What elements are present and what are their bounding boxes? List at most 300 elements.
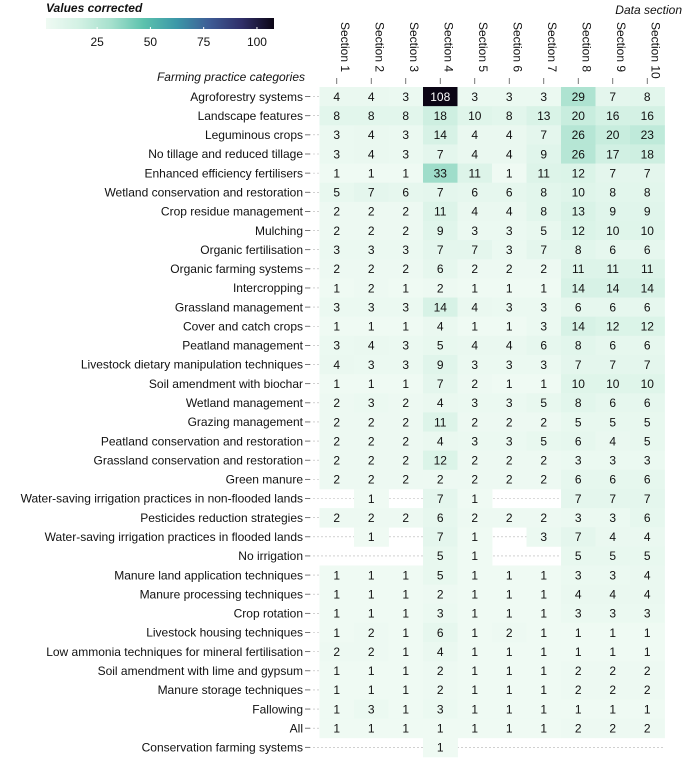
cell-value-label: 1 bbox=[402, 625, 410, 640]
cell-value-label: 8 bbox=[540, 185, 548, 200]
cell-value-label: 108 bbox=[430, 89, 451, 104]
column-label: Section 5 bbox=[475, 22, 490, 73]
cell-value-label: 7 bbox=[609, 491, 617, 506]
cell-value-label: 13 bbox=[571, 204, 585, 219]
cell-value-label: 6 bbox=[574, 434, 582, 449]
cell-value-label: 1 bbox=[471, 319, 479, 334]
cell-value-label: 18 bbox=[640, 147, 654, 162]
cell-value-label: 3 bbox=[505, 434, 513, 449]
cell-value-label: 4 bbox=[609, 434, 617, 449]
row-label: Fallowing bbox=[252, 702, 303, 717]
cell-value-label: 2 bbox=[333, 434, 341, 449]
row-label: Conservation farming systems bbox=[141, 740, 303, 755]
cell-value-label: 33 bbox=[433, 166, 447, 181]
cell-value-label: 6 bbox=[643, 396, 651, 411]
cell-value-label: 1 bbox=[609, 702, 617, 717]
cell-value-label: 3 bbox=[402, 300, 410, 315]
cell-value-label: 1 bbox=[402, 683, 410, 698]
cell-value-label: 5 bbox=[643, 549, 651, 564]
cell-value-label: 2 bbox=[333, 223, 341, 238]
cell-value-label: 2 bbox=[402, 472, 410, 487]
cell-value-label: 1 bbox=[505, 664, 513, 679]
cell-value-label: 2 bbox=[333, 396, 341, 411]
column-label: Section 7 bbox=[544, 22, 559, 73]
cell-value-label: 4 bbox=[505, 147, 513, 162]
cell-value-label: 3 bbox=[540, 319, 548, 334]
cell-value-label: 12 bbox=[640, 319, 654, 334]
cell-value-label: 2 bbox=[333, 644, 341, 659]
cell-value-label: 1 bbox=[333, 319, 341, 334]
cell-value-label: 1 bbox=[436, 721, 444, 736]
cell-value-label: 2 bbox=[643, 683, 651, 698]
cell-value-label: 8 bbox=[367, 109, 375, 124]
cell-value-label: 1 bbox=[402, 721, 410, 736]
cell-value-label: 1 bbox=[505, 568, 513, 583]
legend-tick-label: 25 bbox=[90, 35, 104, 49]
cell-value-label: 14 bbox=[571, 319, 585, 334]
cell-value-label: 1 bbox=[333, 683, 341, 698]
cell-value-label: 2 bbox=[471, 262, 479, 277]
cell-value-label: 4 bbox=[643, 568, 651, 583]
cell-value-label: 7 bbox=[643, 357, 651, 372]
cell-value-label: 2 bbox=[402, 453, 410, 468]
cell-value-label: 1 bbox=[402, 702, 410, 717]
cell-value-label: 2 bbox=[367, 644, 375, 659]
cell-value-label: 2 bbox=[574, 683, 582, 698]
cell-value-label: 4 bbox=[471, 128, 479, 143]
cell-value-label: 2 bbox=[333, 472, 341, 487]
cell-value-label: 5 bbox=[540, 434, 548, 449]
legend-tick-label: 50 bbox=[143, 35, 158, 49]
cell-value-label: 6 bbox=[540, 338, 548, 353]
cell-value-label: 1 bbox=[540, 644, 548, 659]
row-label: Manure land application techniques bbox=[114, 568, 303, 583]
cell-value-label: 2 bbox=[436, 587, 444, 602]
cell-value-label: 3 bbox=[367, 702, 375, 717]
cell-value-label: 8 bbox=[402, 109, 410, 124]
cell-value-label: 7 bbox=[471, 242, 479, 257]
cell-value-label: 3 bbox=[540, 357, 548, 372]
cell-value-label: 2 bbox=[540, 415, 548, 430]
cell-value-label: 2 bbox=[367, 262, 375, 277]
cell-value-label: 1 bbox=[471, 683, 479, 698]
cell-value-label: 6 bbox=[574, 472, 582, 487]
column-label: Section 9 bbox=[613, 22, 628, 73]
cell-value-label: 29 bbox=[571, 89, 585, 104]
cell-value-label: 4 bbox=[643, 587, 651, 602]
cell-value-label: 1 bbox=[471, 606, 479, 621]
cell-value-label: 1 bbox=[333, 721, 341, 736]
cell-value-label: 2 bbox=[505, 415, 513, 430]
cell-value-label: 6 bbox=[436, 510, 444, 525]
cell-value-label: 2 bbox=[471, 510, 479, 525]
cell-value-label: 1 bbox=[367, 683, 375, 698]
cell-value-label: 2 bbox=[505, 625, 513, 640]
column-label: Section 2 bbox=[372, 22, 387, 73]
cell-value-label: 6 bbox=[609, 242, 617, 257]
cell-value-label: 7 bbox=[609, 89, 617, 104]
cell-value-label: 2 bbox=[471, 453, 479, 468]
legend-ticks bbox=[90, 27, 267, 49]
cell-value-label: 9 bbox=[609, 204, 617, 219]
cell-value-label: 3 bbox=[367, 396, 375, 411]
cell-value-label: 2 bbox=[367, 204, 375, 219]
column-label: Section 1 bbox=[337, 22, 352, 73]
cell-value-label: 14 bbox=[571, 281, 585, 296]
cell-value-label: 3 bbox=[436, 606, 444, 621]
cell-value-label: 5 bbox=[609, 549, 617, 564]
cell-value-label: 1 bbox=[505, 606, 513, 621]
cell-value-label: 1 bbox=[402, 664, 410, 679]
cell-value-label: 3 bbox=[367, 242, 375, 257]
cell-value-label: 1 bbox=[540, 606, 548, 621]
row-label: Pesticides reduction strategies bbox=[140, 510, 303, 525]
cell-value-label: 1 bbox=[402, 166, 410, 181]
cell-value-label: 1 bbox=[333, 606, 341, 621]
column-label: Section 8 bbox=[579, 22, 594, 73]
cell-value-label: 5 bbox=[574, 549, 582, 564]
cell-value-label: 6 bbox=[609, 300, 617, 315]
cell-value-label: 6 bbox=[643, 300, 651, 315]
cell-value-label: 2 bbox=[540, 472, 548, 487]
cell-value-label: 7 bbox=[574, 491, 582, 506]
cell-value-label: 3 bbox=[471, 434, 479, 449]
cell-value-label: 2 bbox=[367, 510, 375, 525]
cell-value-label: 8 bbox=[643, 89, 651, 104]
cell-value-label: 1 bbox=[574, 644, 582, 659]
cell-value-label: 1 bbox=[367, 587, 375, 602]
cell-value-label: 1 bbox=[643, 644, 651, 659]
cell-value-label: 4 bbox=[643, 530, 651, 545]
row-label: Wetland conservation and restoration bbox=[104, 185, 303, 200]
row-label: Agroforestry systems bbox=[190, 89, 303, 104]
cell-value-label: 4 bbox=[609, 530, 617, 545]
cell-value-label: 1 bbox=[367, 721, 375, 736]
cell-value-label: 5 bbox=[540, 396, 548, 411]
cell-value-label: 1 bbox=[471, 625, 479, 640]
cell-value-label: 1 bbox=[471, 721, 479, 736]
cell-value-label: 3 bbox=[505, 357, 513, 372]
cell-value-label: 3 bbox=[505, 89, 513, 104]
row-label: Intercropping bbox=[232, 281, 303, 296]
row-label: Crop residue management bbox=[160, 204, 303, 219]
cell-value-label: 2 bbox=[402, 396, 410, 411]
cell-value-label: 3 bbox=[402, 147, 410, 162]
cell-value-label: 11 bbox=[434, 415, 447, 430]
cell-value-label: 3 bbox=[540, 89, 548, 104]
cell-value-label: 3 bbox=[333, 242, 341, 257]
cell-value-label: 7 bbox=[574, 530, 582, 545]
cell-value-label: 4 bbox=[367, 89, 375, 104]
cell-value-label: 3 bbox=[540, 530, 548, 545]
cell-value-label: 17 bbox=[606, 147, 620, 162]
row-label: Leguminous crops bbox=[204, 128, 303, 143]
cell-value-label: 2 bbox=[643, 664, 651, 679]
cell-value-label: 3 bbox=[609, 568, 617, 583]
cell-value-label: 3 bbox=[367, 357, 375, 372]
cell-value-label: 1 bbox=[471, 644, 479, 659]
cell-value-label: 9 bbox=[436, 357, 444, 372]
cell-value-label: 1 bbox=[333, 702, 341, 717]
cell-value-label: 3 bbox=[402, 338, 410, 353]
cell-value-label: 1 bbox=[505, 721, 513, 736]
cell-value-label: 3 bbox=[436, 702, 444, 717]
cell-value-label: 1 bbox=[505, 702, 513, 717]
cell-value-label: 6 bbox=[609, 338, 617, 353]
cell-value-label: 7 bbox=[609, 166, 617, 181]
cell-value-label: 6 bbox=[574, 300, 582, 315]
cell-value-label: 11 bbox=[606, 262, 619, 277]
cell-value-label: 2 bbox=[505, 472, 513, 487]
cell-value-label: 1 bbox=[505, 683, 513, 698]
cell-value-label: 1 bbox=[367, 319, 375, 334]
cell-value-label: 1 bbox=[333, 664, 341, 679]
cell-value-label: 3 bbox=[471, 396, 479, 411]
column-label: Section 6 bbox=[510, 22, 525, 73]
legend-color-bar bbox=[46, 18, 274, 29]
cell-value-label: 2 bbox=[505, 453, 513, 468]
cell-value-label: 7 bbox=[436, 242, 444, 257]
cell-value-label: 4 bbox=[436, 644, 444, 659]
cell-value-label: 3 bbox=[643, 606, 651, 621]
cell-value-label: 1 bbox=[505, 587, 513, 602]
cell-value-label: 4 bbox=[367, 128, 375, 143]
cell-value-label: 7 bbox=[643, 491, 651, 506]
cell-value-label: 4 bbox=[333, 357, 341, 372]
cell-value-label: 2 bbox=[402, 510, 410, 525]
cell-value-label: 2 bbox=[505, 510, 513, 525]
cell-value-label: 9 bbox=[540, 147, 548, 162]
cell-value-label: 4 bbox=[505, 128, 513, 143]
cell-value-label: 3 bbox=[609, 453, 617, 468]
cell-value-label: 1 bbox=[505, 644, 513, 659]
cell-value-label: 1 bbox=[471, 702, 479, 717]
cell-value-label: 1 bbox=[333, 568, 341, 583]
row-label: Green manure bbox=[225, 472, 303, 487]
cell-value-label: 4 bbox=[471, 300, 479, 315]
cell-value-label: 3 bbox=[574, 606, 582, 621]
cell-value-label: 26 bbox=[571, 128, 585, 143]
cell-value-label: 3 bbox=[333, 338, 341, 353]
cell-value-label: 3 bbox=[505, 300, 513, 315]
cell-value-label: 1 bbox=[402, 644, 410, 659]
row-label: Water-saving irrigation practices in non-flooded lands bbox=[20, 491, 303, 506]
cell-value-label: 1 bbox=[333, 281, 341, 296]
column-label: Section 3 bbox=[406, 22, 421, 73]
cell-value-label: 1 bbox=[367, 530, 375, 545]
legend-title: Values corrected bbox=[46, 1, 143, 15]
row-label: Manure processing techniques bbox=[139, 587, 303, 602]
cell-value-label: 4 bbox=[367, 338, 375, 353]
y-axis-title: Farming practice categories bbox=[156, 70, 305, 84]
cell-value-label: 1 bbox=[471, 281, 479, 296]
cell-value-label: 6 bbox=[643, 472, 651, 487]
cell-value-label: 11 bbox=[641, 262, 654, 277]
cell-value-label: 3 bbox=[333, 147, 341, 162]
cell-value-label: 7 bbox=[436, 491, 444, 506]
cell-value-label: 1 bbox=[471, 549, 479, 564]
row-label: Grassland conservation and restoration bbox=[93, 453, 303, 468]
cell-value-label: 1 bbox=[505, 376, 513, 391]
cell-value-label: 12 bbox=[606, 319, 620, 334]
cell-value-label: 3 bbox=[333, 300, 341, 315]
cell-value-label: 4 bbox=[367, 147, 375, 162]
cell-value-label: 3 bbox=[574, 568, 582, 583]
cell-value-label: 6 bbox=[609, 472, 617, 487]
cell-value-label: 1 bbox=[574, 702, 582, 717]
cell-value-label: 1 bbox=[540, 683, 548, 698]
cell-value-label: 8 bbox=[540, 204, 548, 219]
cell-value-label: 3 bbox=[471, 357, 479, 372]
cell-value-label: 5 bbox=[333, 185, 341, 200]
cell-value-label: 4 bbox=[574, 587, 582, 602]
legend-tick-label: 75 bbox=[197, 35, 211, 49]
cell-value-label: 2 bbox=[333, 204, 341, 219]
cell-value-label: 10 bbox=[640, 223, 654, 238]
cell-value-label: 20 bbox=[606, 128, 620, 143]
cell-value-label: 6 bbox=[643, 338, 651, 353]
cell-value-label: 6 bbox=[436, 262, 444, 277]
cell-value-label: 11 bbox=[434, 204, 447, 219]
cell-value-label: 5 bbox=[436, 568, 444, 583]
legend-tick-label: 100 bbox=[246, 35, 267, 49]
cell-value-label: 4 bbox=[471, 147, 479, 162]
cell-value-label: 7 bbox=[436, 376, 444, 391]
cell-value-label: 1 bbox=[471, 664, 479, 679]
cell-value-label: 6 bbox=[402, 185, 410, 200]
cell-value-label: 1 bbox=[505, 281, 513, 296]
cell-value-label: 1 bbox=[540, 721, 548, 736]
row-label: Crop rotation bbox=[233, 606, 303, 621]
cell-value-label: 7 bbox=[643, 166, 651, 181]
cell-value-label: 3 bbox=[367, 300, 375, 315]
cell-value-label: 12 bbox=[433, 453, 447, 468]
cell-value-label: 7 bbox=[574, 357, 582, 372]
cell-value-label: 1 bbox=[333, 625, 341, 640]
cell-value-label: 2 bbox=[540, 453, 548, 468]
cell-value-label: 12 bbox=[571, 223, 585, 238]
cell-value-label: 3 bbox=[574, 510, 582, 525]
row-label: Grazing management bbox=[187, 415, 303, 430]
row-label: Landscape features bbox=[197, 108, 303, 123]
cell-value-label: 2 bbox=[367, 223, 375, 238]
cell-value-label: 3 bbox=[609, 606, 617, 621]
row-label: No tillage and reduced tillage bbox=[148, 147, 303, 162]
cell-value-label: 3 bbox=[540, 300, 548, 315]
cell-value-label: 3 bbox=[402, 242, 410, 257]
cell-value-label: 1 bbox=[367, 568, 375, 583]
cell-value-label: 7 bbox=[609, 357, 617, 372]
cell-value-label: 7 bbox=[436, 185, 444, 200]
cell-value-label: 2 bbox=[436, 664, 444, 679]
cell-value-label: 1 bbox=[333, 376, 341, 391]
cell-value-label: 8 bbox=[574, 338, 582, 353]
cell-value-label: 1 bbox=[436, 740, 444, 755]
cell-value-label: 1 bbox=[471, 491, 479, 506]
cell-value-label: 1 bbox=[402, 606, 410, 621]
cell-value-label: 1 bbox=[367, 376, 375, 391]
cell-value-label: 2 bbox=[540, 510, 548, 525]
heatmap-cells bbox=[320, 87, 665, 757]
row-label: Soil amendment with biochar bbox=[148, 376, 303, 391]
cell-value-label: 3 bbox=[471, 223, 479, 238]
cell-value-label: 12 bbox=[571, 166, 585, 181]
column-label: Section 10 bbox=[648, 22, 663, 79]
cell-value-label: 2 bbox=[436, 281, 444, 296]
cell-value-label: 3 bbox=[471, 89, 479, 104]
row-label: Organic fertilisation bbox=[200, 242, 303, 257]
cell-value-label: 1 bbox=[540, 664, 548, 679]
row-label: Low ammonia techniques for mineral fertilisation bbox=[46, 644, 303, 659]
cell-value-label: 1 bbox=[505, 319, 513, 334]
cell-value-label: 1 bbox=[367, 491, 375, 506]
cell-value-label: 5 bbox=[643, 434, 651, 449]
cell-value-label: 1 bbox=[402, 376, 410, 391]
cell-value-label: 2 bbox=[436, 472, 444, 487]
column-label: Section 4 bbox=[441, 22, 456, 73]
row-label: Mulching bbox=[254, 223, 303, 238]
cell-value-label: 7 bbox=[436, 530, 444, 545]
cell-value-label: 2 bbox=[333, 415, 341, 430]
cell-value-label: 1 bbox=[367, 606, 375, 621]
cell-value-label: 2 bbox=[505, 262, 513, 277]
cell-value-label: 5 bbox=[609, 415, 617, 430]
cell-value-label: 2 bbox=[471, 472, 479, 487]
cell-value-label: 2 bbox=[402, 434, 410, 449]
cell-value-label: 2 bbox=[367, 472, 375, 487]
cell-value-label: 4 bbox=[505, 204, 513, 219]
cell-value-label: 3 bbox=[609, 510, 617, 525]
cell-value-label: 3 bbox=[505, 396, 513, 411]
cell-value-label: 7 bbox=[540, 242, 548, 257]
cell-value-label: 10 bbox=[606, 376, 620, 391]
cell-value-label: 1 bbox=[471, 568, 479, 583]
cell-value-label: 2 bbox=[367, 415, 375, 430]
row-label: No irrigation bbox=[238, 549, 303, 564]
row-label: Cover and catch crops bbox=[182, 319, 303, 334]
cell-value-label: 3 bbox=[333, 128, 341, 143]
cell-value-label: 8 bbox=[574, 242, 582, 257]
column-labels bbox=[337, 22, 663, 84]
cell-value-label: 7 bbox=[367, 185, 375, 200]
cell-value-label: 1 bbox=[643, 625, 651, 640]
cell-value-label: 2 bbox=[609, 683, 617, 698]
cell-value-label: 5 bbox=[540, 223, 548, 238]
cell-value-label: 4 bbox=[436, 396, 444, 411]
cell-value-label: 11 bbox=[572, 262, 585, 277]
cell-value-label: 4 bbox=[436, 319, 444, 334]
cell-value-label: 1 bbox=[574, 625, 582, 640]
cell-value-label: 1 bbox=[609, 625, 617, 640]
cell-value-label: 14 bbox=[640, 281, 654, 296]
cell-value-label: 1 bbox=[367, 166, 375, 181]
cell-value-label: 2 bbox=[333, 453, 341, 468]
row-label: Wetland management bbox=[185, 396, 303, 411]
row-label: All bbox=[289, 721, 303, 736]
cell-value-label: 10 bbox=[468, 109, 482, 124]
cell-value-label: 8 bbox=[505, 109, 513, 124]
color-legend bbox=[46, 1, 274, 49]
cell-value-label: 1 bbox=[540, 376, 548, 391]
cell-value-label: 1 bbox=[505, 166, 513, 181]
row-label: Water-saving irrigation practices in flooded lands bbox=[44, 529, 303, 544]
cell-value-label: 3 bbox=[643, 453, 651, 468]
cell-value-label: 3 bbox=[402, 128, 410, 143]
cell-value-label: 7 bbox=[436, 147, 444, 162]
cell-value-label: 2 bbox=[540, 262, 548, 277]
cell-value-label: 10 bbox=[571, 376, 585, 391]
cell-value-label: 2 bbox=[367, 625, 375, 640]
